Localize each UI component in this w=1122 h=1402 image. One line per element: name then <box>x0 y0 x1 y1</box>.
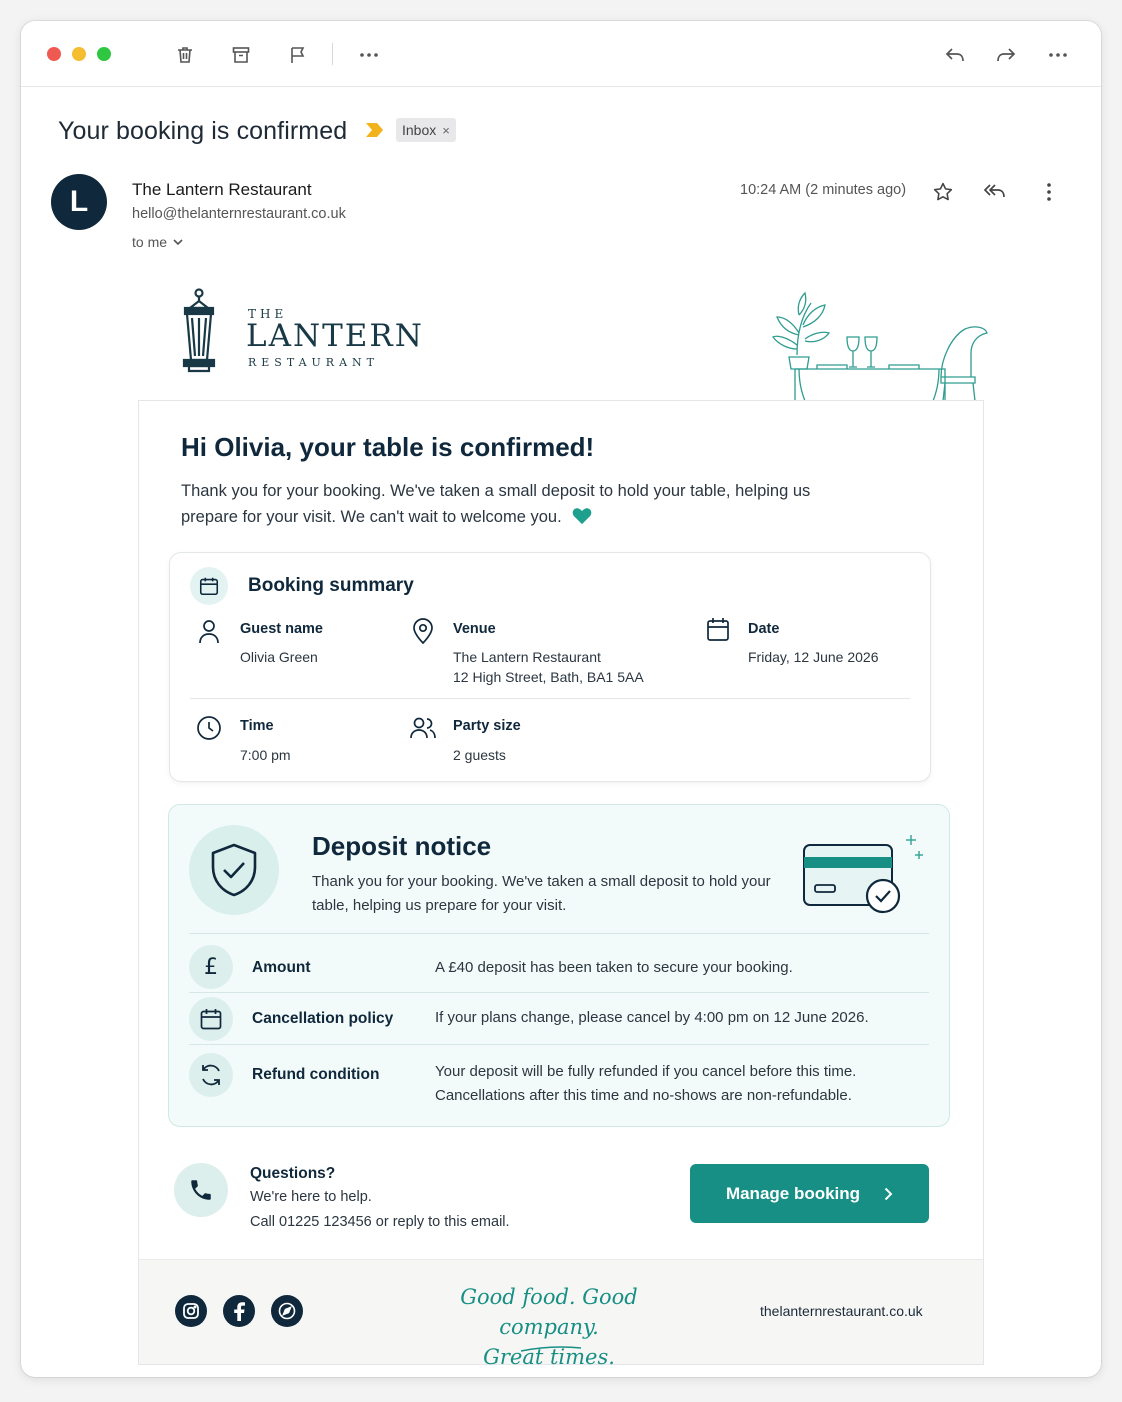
email-footer <box>139 1259 983 1369</box>
tagline-line2: Great times. <box>483 1345 615 1369</box>
lantern-logo-icon <box>176 288 222 381</box>
recipient-text: to me <box>132 234 168 250</box>
reply-icon[interactable] <box>941 41 969 69</box>
sender-avatar: L <box>51 174 107 230</box>
importance-marker-icon[interactable] <box>365 122 385 143</box>
instagram-icon[interactable] <box>175 1295 207 1327</box>
manage-booking-button[interactable] <box>690 1164 929 1223</box>
booking-summary-title: Booking summary <box>248 575 414 596</box>
cancellation-policy-label: Cancellation policy <box>252 1010 394 1027</box>
party-size-label: Party size <box>453 718 521 734</box>
refund-condition-value-line1: Your deposit will be fully refunded if you cancel before this time. <box>435 1063 857 1080</box>
remove-label-icon[interactable]: × <box>442 122 450 138</box>
cancellation-policy-value: If your plans change, please cancel by 4:00 pm on 12 June 2026. <box>435 1009 869 1026</box>
venue-address-value: 12 High Street, Bath, BA1 5AA <box>453 669 644 685</box>
deposit-notice-title: Deposit notice <box>312 831 492 861</box>
tagline-underline-icon <box>519 1345 583 1353</box>
date-calendar-icon <box>704 615 732 643</box>
website-link[interactable]: thelanternrestaurant.co.uk <box>760 1303 923 1319</box>
cancellation-calendar-icon <box>189 997 233 1041</box>
flag-icon[interactable] <box>284 41 312 69</box>
location-pin-icon <box>409 617 437 645</box>
credit-card-check-icon <box>799 829 933 924</box>
inbox-label-badge[interactable] <box>396 118 456 142</box>
close-window-button[interactable] <box>47 47 61 61</box>
sender-name: The Lantern Restaurant <box>132 180 312 199</box>
deposit-divider <box>189 933 929 934</box>
deposit-divider <box>189 992 929 993</box>
summary-divider <box>190 698 910 699</box>
calendar-icon <box>190 567 228 605</box>
star-icon[interactable] <box>928 177 958 207</box>
people-icon <box>409 714 437 742</box>
amount-value: A £40 deposit has been taken to secure your booking. <box>435 959 793 976</box>
clock-icon <box>195 714 223 742</box>
venue-label: Venue <box>453 621 496 637</box>
mail-window <box>21 21 1101 1377</box>
dining-table-illustration-icon <box>769 285 993 406</box>
refund-condition-value-line2: Cancellations after this time and no-shows are non-refundable. <box>435 1087 852 1104</box>
person-icon <box>195 617 223 645</box>
date-value: Friday, 12 June 2026 <box>748 649 879 665</box>
questions-help-text: We're here to help. <box>250 1189 372 1205</box>
party-size-value: 2 guests <box>453 747 506 763</box>
more-actions-icon[interactable] <box>355 41 383 69</box>
date-label: Date <box>748 621 780 637</box>
time-value: 7:00 pm <box>240 747 291 763</box>
recipient-details-toggle[interactable] <box>132 234 183 250</box>
chevron-right-icon <box>884 1187 893 1201</box>
email-timestamp: 10:24 AM (2 minutes ago) <box>740 182 907 198</box>
questions-title: Questions? <box>250 1165 336 1182</box>
questions-call-text: Call 01225 123456 or reply to this email. <box>250 1214 510 1230</box>
minimize-window-button[interactable] <box>72 47 86 61</box>
facebook-icon[interactable] <box>223 1295 255 1327</box>
deposit-divider <box>189 1044 929 1045</box>
chevron-down-icon <box>173 239 183 245</box>
deposit-notice-text: Thank you for your booking. We've taken a small deposit to hold your table, helping us prepare for your visit. <box>312 873 771 914</box>
deposit-notice-panel <box>168 804 950 1127</box>
booking-summary-panel <box>169 552 931 782</box>
reply-all-icon[interactable] <box>980 177 1010 207</box>
archive-icon[interactable] <box>227 41 255 69</box>
mail-toolbar <box>21 21 1101 87</box>
toolbar-separator <box>332 43 333 65</box>
venue-name-value: The Lantern Restaurant <box>453 649 601 665</box>
guest-name-value: Olivia Green <box>240 649 318 665</box>
email-subject: Your booking is confirmed <box>58 117 348 145</box>
zoom-window-button[interactable] <box>97 47 111 61</box>
tagline-line1: Good food. Good company. <box>460 1285 638 1339</box>
footer-tagline <box>434 1282 664 1372</box>
refund-condition-label: Refund condition <box>252 1066 380 1083</box>
guest-name-label: Guest name <box>240 621 323 637</box>
forward-icon[interactable] <box>992 41 1020 69</box>
amount-label: Amount <box>252 959 311 976</box>
sender-email: hello@thelanternrestaurant.co.uk <box>132 206 346 222</box>
pound-symbol: £ <box>204 954 218 980</box>
heart-icon <box>572 507 592 525</box>
brand-name: LANTERN <box>246 318 424 354</box>
refresh-icon <box>189 1053 233 1097</box>
overflow-menu-icon[interactable] <box>1044 41 1072 69</box>
brand-subtitle: RESTAURANT <box>248 356 379 369</box>
intro-text: Thank you for your booking. We've taken a small deposit to hold your table, helping us prepare for your visit. We can't wait to welcome you. <box>181 482 811 526</box>
intro-paragraph <box>181 478 821 530</box>
trash-icon[interactable] <box>171 41 199 69</box>
brand-the: THE <box>248 307 288 321</box>
email-content-card <box>138 400 984 1369</box>
shield-check-icon <box>189 825 279 915</box>
message-menu-icon[interactable] <box>1034 177 1064 207</box>
greeting-heading: Hi Olivia, your table is confirmed! <box>181 432 595 462</box>
pound-icon <box>189 945 233 989</box>
time-label: Time <box>240 718 274 734</box>
manage-booking-label: Manage booking <box>725 1183 861 1203</box>
phone-icon <box>174 1163 228 1217</box>
inbox-label-text: Inbox <box>402 122 437 138</box>
tripadvisor-icon[interactable] <box>271 1295 303 1327</box>
